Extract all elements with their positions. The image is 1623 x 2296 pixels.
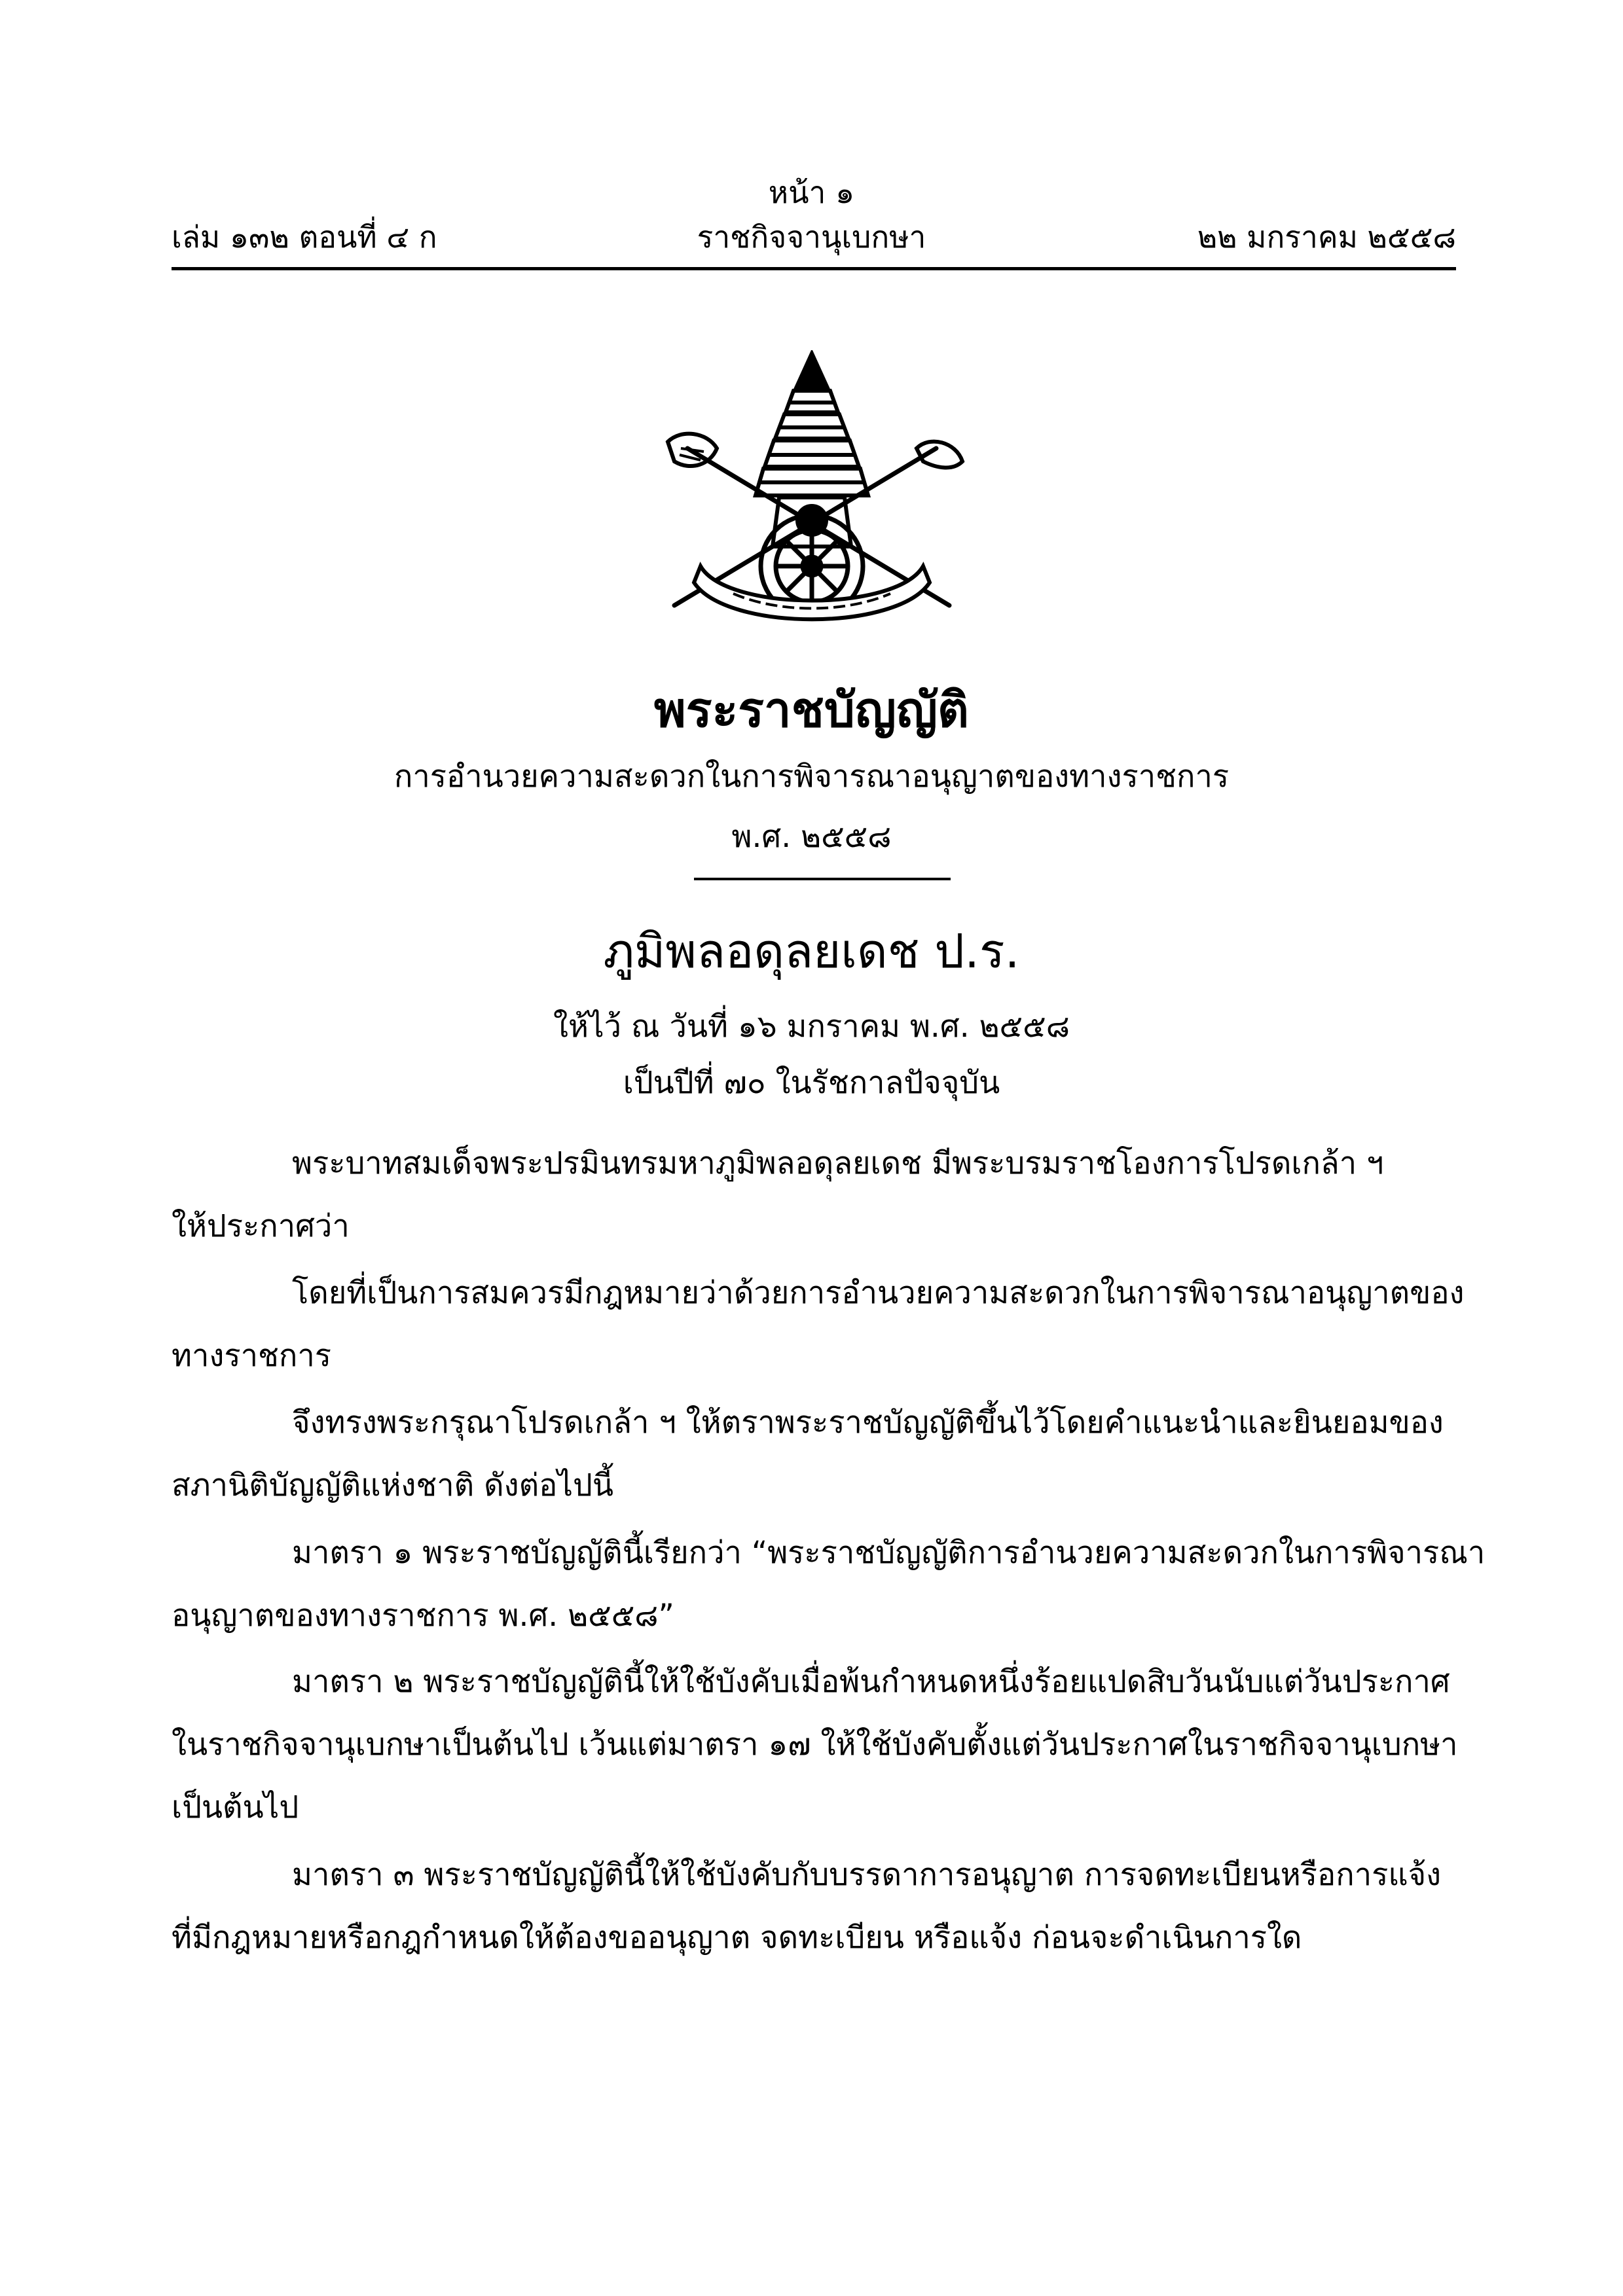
section-1 bbox=[172, 1522, 1486, 1647]
paragraph-preamble bbox=[172, 1262, 1465, 1388]
page-number: หน้า ๑ bbox=[768, 175, 855, 210]
volume-info: เล่ม ๑๓๒ ตอนที่ ๔ ก bbox=[172, 219, 437, 255]
paragraph-line: อนุญาตของทางราชการ พ.ศ. ๒๕๕๘” bbox=[172, 1598, 674, 1634]
paragraph-line: มาตรา ๒ พระราชบัญญัตินี้ให้ใช้บังคับเมื่อพ้นกำหนดหนึ่งร้อยแปดสิบวันนับแต่วันประกาศ bbox=[292, 1664, 1450, 1700]
paragraph-line: ให้ประกาศว่า bbox=[172, 1208, 350, 1244]
paragraph-enactment bbox=[172, 1391, 1456, 1517]
publication-date: ๒๒ มกราคม ๒๕๕๘ bbox=[1197, 219, 1456, 255]
document-subtitle: การอำนวยความสะดวกในการพิจารณาอนุญาตของทางราชการ bbox=[393, 759, 1230, 795]
publication-name: ราชกิจจานุเบกษา bbox=[697, 219, 926, 255]
paragraph-line: จึงทรงพระกรุณาโปรดเกล้า ฯ ให้ตราพระราชบัญญัติขึ้นไว้โดยคำแนะนำและยินยอมของ bbox=[292, 1405, 1444, 1441]
paragraph-line: มาตรา ๑ พระราชบัญญัตินี้เรียกว่า “พระราชบัญญัติการอำนวยความสะดวกในการพิจารณา bbox=[292, 1535, 1486, 1571]
section-3 bbox=[172, 1844, 1456, 1969]
paragraph-line: โดยที่เป็นการสมควรมีกฎหมายว่าด้วยการอำนวยความสะดวกในการพิจารณาอนุญาตของ bbox=[292, 1275, 1465, 1311]
paragraph-line: ในราชกิจจานุเบกษาเป็นต้นไป เว้นแต่มาตรา ๑๗ ให้ใช้บังคับตั้งแต่วันประกาศในราชกิจจานุเบกษา bbox=[172, 1727, 1458, 1763]
reign-year: เป็นปีที่ ๗๐ ในรัชกาลปัจจุบัน bbox=[623, 1065, 1000, 1101]
royal-signature: ภูมิพลอดุลยเดช ป.ร. bbox=[603, 924, 1020, 978]
header-divider bbox=[172, 267, 1456, 270]
paragraph-line: มาตรา ๓ พระราชบัญญัตินี้ให้ใช้บังคับกับบรรดาการอนุญาต การจดทะเบียนหรือการแจ้ง bbox=[292, 1857, 1442, 1893]
paragraph-proclamation bbox=[172, 1132, 1456, 1258]
given-date: ให้ไว้ ณ วันที่ ๑๖ มกราคม พ.ศ. ๒๕๕๘ bbox=[553, 1009, 1070, 1045]
paragraph-line: สภานิติบัญญัติแห่งชาติ ดังต่อไปนี้ bbox=[172, 1467, 613, 1503]
section-2 bbox=[172, 1651, 1456, 1839]
paragraph-line: พระบาทสมเด็จพระปรมินทรมหาภูมิพลอดุลยเดช มีพระบรมราชโองการโปรดเกล้า ฯ bbox=[292, 1145, 1384, 1181]
title-divider bbox=[694, 878, 951, 880]
document-title: พระราชบัญญัติ bbox=[654, 682, 969, 738]
document-year: พ.ศ. ๒๕๕๘ bbox=[731, 819, 892, 855]
paragraph-line: เป็นต้นไป bbox=[172, 1789, 299, 1825]
paragraph-line: ที่มีกฎหมายหรือกฎกำหนดให้ต้องขออนุญาต จดทะเบียน หรือแจ้ง ก่อนจะดำเนินการใด bbox=[172, 1920, 1302, 1956]
paragraph-line: ทางราชการ bbox=[172, 1338, 331, 1374]
royal-emblem-icon bbox=[655, 350, 969, 632]
